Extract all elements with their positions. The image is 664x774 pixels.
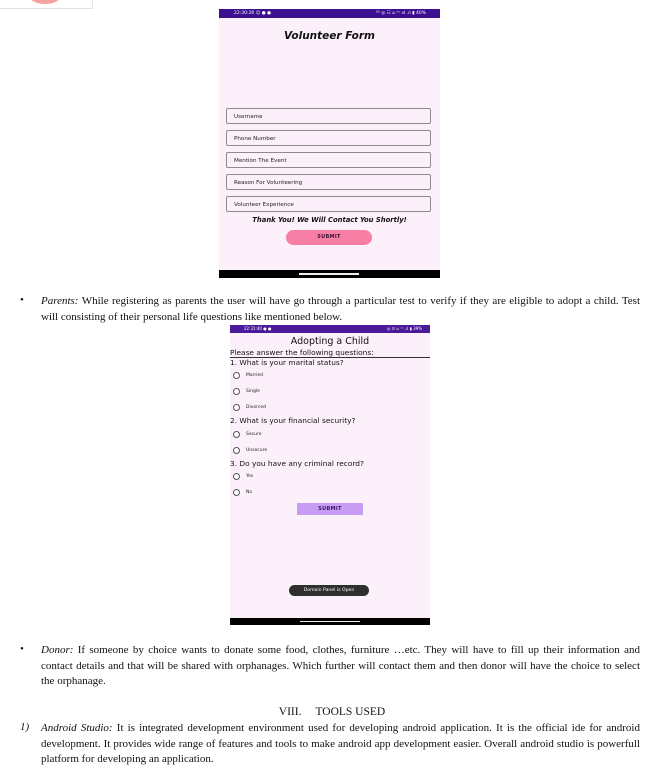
radio-option-single[interactable]: [233, 386, 260, 396]
reason-field[interactable]: Reason For Volunteering: [226, 174, 431, 190]
volunteer-form-screenshot: [219, 9, 440, 278]
parents-text: While registering as parents the user will have go through a particular test to verify if they are eligible to adopt a child. Test will consisting of their personal life questions like mentioned below.: [41, 295, 640, 323]
username-field[interactable]: Username: [226, 108, 431, 124]
page-title: Adopting a Child: [290, 336, 370, 347]
donor-text: If someone by choice wants to donate some food, clothes, furniture …etc. They will have to fill up their information and contact details and that will be shared with orphanages. Which further will contact them and then donor will have the choice to select the orphanage.: [41, 644, 640, 687]
bullet-icon: •: [20, 643, 24, 655]
tool-label: Android Studio:: [41, 722, 113, 734]
tool-text: It is integrated development environment used for developing android application. It is the official ide for android development. It provides wide range of features and tools to make android app development easier. Overall android studio is powerfull platform for developing an application.: [41, 722, 640, 765]
radio-option-married[interactable]: [233, 370, 263, 380]
radio-button-icon[interactable]: [233, 447, 240, 454]
status-bar: [219, 9, 440, 18]
radio-label: No: [246, 489, 253, 495]
section-number: VIII.: [278, 706, 302, 718]
instructions: Please answer the following questions:: [230, 348, 430, 358]
radio-option-yes[interactable]: [233, 471, 253, 481]
corner-image-fragment: [0, 0, 93, 9]
submit-button[interactable]: SUBMIT: [297, 503, 363, 515]
event-field[interactable]: Mention The Event: [226, 152, 431, 168]
radio-label: Divorced: [246, 404, 266, 410]
status-time: 22:31:40 ● ●: [244, 326, 272, 331]
status-bar: [230, 325, 430, 333]
radio-label: Married: [246, 372, 264, 378]
question-marital-status: 1. What is your marital status?: [230, 358, 344, 367]
submit-button[interactable]: SUBMIT: [286, 230, 372, 245]
donor-paragraph: [41, 643, 640, 690]
radio-button-icon[interactable]: [233, 372, 240, 379]
thank-you-message: Thank You! We Will Contact You Shortly!: [252, 216, 407, 224]
radio-label: Secure: [246, 431, 262, 437]
radio-button-icon[interactable]: [233, 388, 240, 395]
home-gesture-handle[interactable]: [299, 273, 359, 275]
toast-message: Domain Panel is Open: [289, 585, 369, 596]
radio-option-secure[interactable]: [233, 429, 261, 439]
nav-bar: [219, 270, 440, 278]
list-number: 1): [20, 721, 30, 733]
status-icons: ⁵ᴳ ◎ ☷ ⌂ ᵛᵒ ııl .ıl ▮ 40%: [375, 11, 426, 16]
radio-button-icon[interactable]: [233, 431, 240, 438]
adoption-questionnaire-screenshot: [230, 325, 430, 625]
nav-bar: [230, 618, 430, 625]
donor-label: Donor:: [41, 644, 74, 656]
radio-label: Yes: [246, 473, 254, 479]
parents-label: Parents:: [41, 295, 79, 307]
radio-option-unsecure[interactable]: [233, 445, 267, 455]
radio-option-divorced[interactable]: [233, 402, 266, 412]
status-time: 22:30:26 ☺ ● ●: [234, 11, 272, 16]
home-gesture-handle[interactable]: [300, 621, 360, 623]
bullet-icon: •: [20, 294, 24, 306]
android-studio-paragraph: [41, 721, 640, 768]
radio-label: Single: [246, 388, 260, 394]
radio-label: Unsecure: [246, 447, 268, 453]
radio-option-no[interactable]: [233, 487, 252, 497]
section-title: TOOLS USED: [315, 706, 386, 718]
radio-button-icon[interactable]: [233, 473, 240, 480]
section-heading: [0, 706, 664, 718]
question-criminal-record: 3. Do you have any criminal record?: [230, 459, 364, 468]
page-title: Volunteer Form: [284, 30, 375, 42]
phone-number-field[interactable]: Phone Number: [226, 130, 431, 146]
parents-paragraph: [41, 294, 640, 325]
radio-button-icon[interactable]: [233, 404, 240, 411]
status-icons: ◎ ☷ ⌂ ᵛᵒ .ıl ▮ 39%: [386, 326, 422, 331]
question-financial-security: 2. What is your financial security?: [230, 416, 356, 425]
experience-field[interactable]: Volunteer Experience: [226, 196, 431, 212]
radio-button-icon[interactable]: [233, 489, 240, 496]
